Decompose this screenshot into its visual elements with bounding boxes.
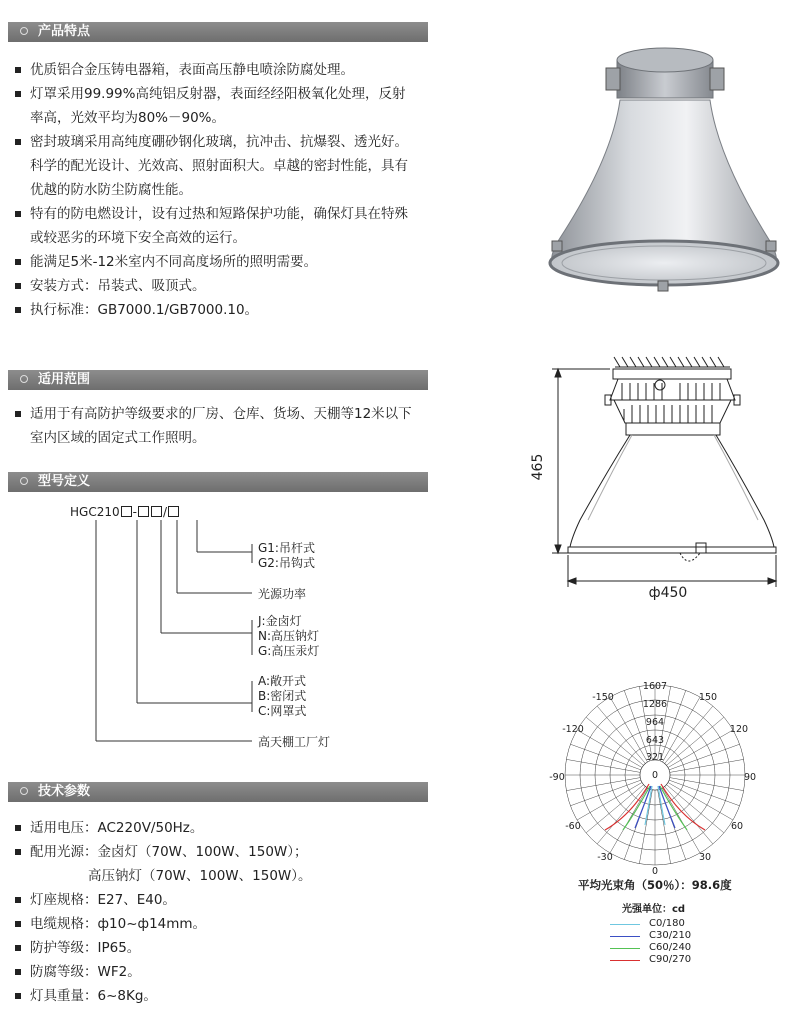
list-item-line: 配用光源：金卤灯（70W、100W、150W）；	[30, 844, 308, 860]
list-item-line: 室内区域的固定式工作照明。	[30, 430, 206, 446]
model-option-g1: G1:吊杆式	[258, 541, 315, 555]
legend-swatch	[610, 924, 640, 925]
list-item-line: 执行标准：GB7000.1/GB7000.10。	[30, 302, 259, 318]
polar-ray	[670, 759, 744, 772]
angle-label-30: 30	[698, 852, 712, 863]
ring-label-1607: 1607	[642, 681, 668, 692]
angle-label-n30: -30	[597, 852, 613, 863]
ring-label-321: 321	[645, 752, 665, 763]
dim-height-label: 465	[530, 453, 546, 481]
list-item-line: 科学的配光设计、光效高、照射面积大。卓越的密封性能，具有	[30, 158, 408, 174]
model-option-c: C:网罩式	[258, 704, 307, 718]
polar-ray	[597, 706, 645, 763]
polar-ray	[669, 780, 739, 806]
model-prefix: HGC210	[70, 505, 120, 519]
model-option-g: G:高压汞灯	[258, 644, 320, 658]
list-item-line: 灯罩采用99.99%高纯铝反射器，表面经经阳极氧化处理，反射	[30, 86, 406, 102]
model-group-type	[258, 674, 306, 719]
list-item-line: 灯座规格：E27、E40。	[30, 892, 176, 908]
list-item	[12, 840, 312, 888]
list-item-line: 优质铝合金压铸电器箱，表面高压静电喷涂防腐处理。	[30, 62, 354, 78]
polar-distribution-chart	[545, 680, 775, 890]
polar-ray	[566, 759, 640, 772]
list-item	[12, 888, 312, 912]
list-item-line: 防腐等级：WF2。	[30, 964, 141, 980]
angle-label-90: 90	[743, 772, 757, 783]
model-group-mount	[258, 541, 315, 571]
intensity-unit-text: 光强单位：cd	[622, 904, 686, 915]
model-group-source	[258, 614, 319, 659]
list-item	[12, 936, 312, 960]
model-option-j: J:金卤灯	[258, 614, 302, 628]
model-option-b: B:密闭式	[258, 689, 307, 703]
tech-list	[12, 816, 312, 1008]
model-option-n: N:高压钠灯	[258, 629, 320, 643]
polar-ray	[586, 717, 643, 765]
list-item-line: 率高，光效平均为80%－90%。	[30, 110, 226, 126]
list-item-line: 能满足5米-12米室内不同高度场所的照明需要。	[30, 254, 318, 270]
polar-ray	[586, 785, 643, 833]
angle-label-n120: -120	[562, 724, 584, 735]
angle-label-n90: -90	[549, 772, 565, 783]
lamp-dimension-drawing	[530, 355, 790, 600]
list-item-line: 或较恶劣的环境下安全高效的运行。	[30, 230, 246, 246]
angle-label-60: 60	[730, 821, 744, 832]
legend-label: C0/180	[649, 918, 685, 929]
polar-ray	[597, 786, 645, 843]
model-group-power: 光源功率	[258, 587, 307, 601]
section-title-features: 产品特点	[38, 24, 91, 39]
circle-bullet-icon	[20, 787, 28, 795]
polar-ray	[669, 744, 739, 770]
model-group-name: 高天棚工厂灯	[258, 735, 331, 749]
legend-label: C60/240	[649, 942, 692, 953]
list-item-line: 安装方式：吊装式、吸顶式。	[30, 278, 206, 294]
polar-ray	[570, 780, 640, 806]
polar-ray	[666, 717, 723, 765]
list-item-line: 灯具重量：6~8Kg。	[30, 988, 157, 1004]
list-item-line: 高压钠灯（70W、100W、150W）。	[88, 868, 312, 884]
list-item	[12, 816, 312, 840]
model-option-g2: G2:吊钩式	[258, 556, 315, 570]
model-slash: /	[162, 505, 167, 519]
angle-label-0-top: 0	[655, 680, 656, 681]
legend-swatch	[610, 936, 640, 937]
list-item-line: 电缆规格：ф10~ф14mm。	[30, 916, 207, 932]
polar-ray	[666, 785, 723, 833]
angle-label-150: 150	[698, 692, 718, 703]
polar-ray	[665, 706, 713, 763]
section-bar-tech	[8, 782, 428, 802]
ring-label-964: 964	[645, 717, 665, 728]
polar-ray	[570, 744, 640, 770]
model-connector-lines	[0, 0, 430, 760]
ring-label-1286: 1286	[642, 699, 668, 710]
polar-ray	[566, 778, 640, 791]
dim-diameter-label: ф450	[648, 585, 688, 600]
legend-label: C90/270	[649, 954, 692, 965]
legend-swatch	[610, 948, 640, 949]
section-title-tech: 技术参数	[38, 784, 91, 799]
list-item	[12, 912, 312, 936]
list-item-line: 适用于有高防护等级要求的厂房、仓库、货场、天棚等12米以下	[30, 406, 412, 422]
list-item-line: 防护等级：IP65。	[30, 940, 141, 956]
angle-label-120: 120	[729, 724, 749, 735]
ring-label-643: 643	[645, 735, 665, 746]
ring-label-0-center: 0	[651, 770, 659, 781]
model-option-a: A:敞开式	[258, 674, 307, 688]
list-item-line: 特有的防电燃设计，设有过热和短路保护功能，确保灯具在特殊	[30, 206, 408, 222]
polar-ray	[665, 786, 713, 843]
angle-label-n60: -60	[565, 821, 581, 832]
list-item-line: 适用电压：AC220V/50Hz。	[30, 820, 204, 836]
section-title-scope: 适用范围	[38, 372, 91, 387]
section-title-model: 型号定义	[38, 474, 91, 489]
list-item	[12, 984, 312, 1008]
polar-ray	[670, 778, 744, 791]
list-item-line: 密封玻璃采用高纯度硼砂钢化玻璃，抗冲击、抗爆裂、透光好。	[30, 134, 408, 150]
beam-angle-text: 平均光束角（50％）：98.6度	[578, 878, 732, 892]
legend-swatch	[610, 960, 640, 961]
angle-label-n150: -150	[592, 692, 614, 703]
lamp-product-image	[540, 38, 785, 308]
angle-label-0-bottom: 0	[651, 866, 659, 877]
list-item	[12, 960, 312, 984]
model-dash: -	[132, 505, 137, 519]
list-item-line: 优越的防水防尘防腐性能。	[30, 182, 192, 198]
legend-label: C30/210	[649, 930, 692, 941]
